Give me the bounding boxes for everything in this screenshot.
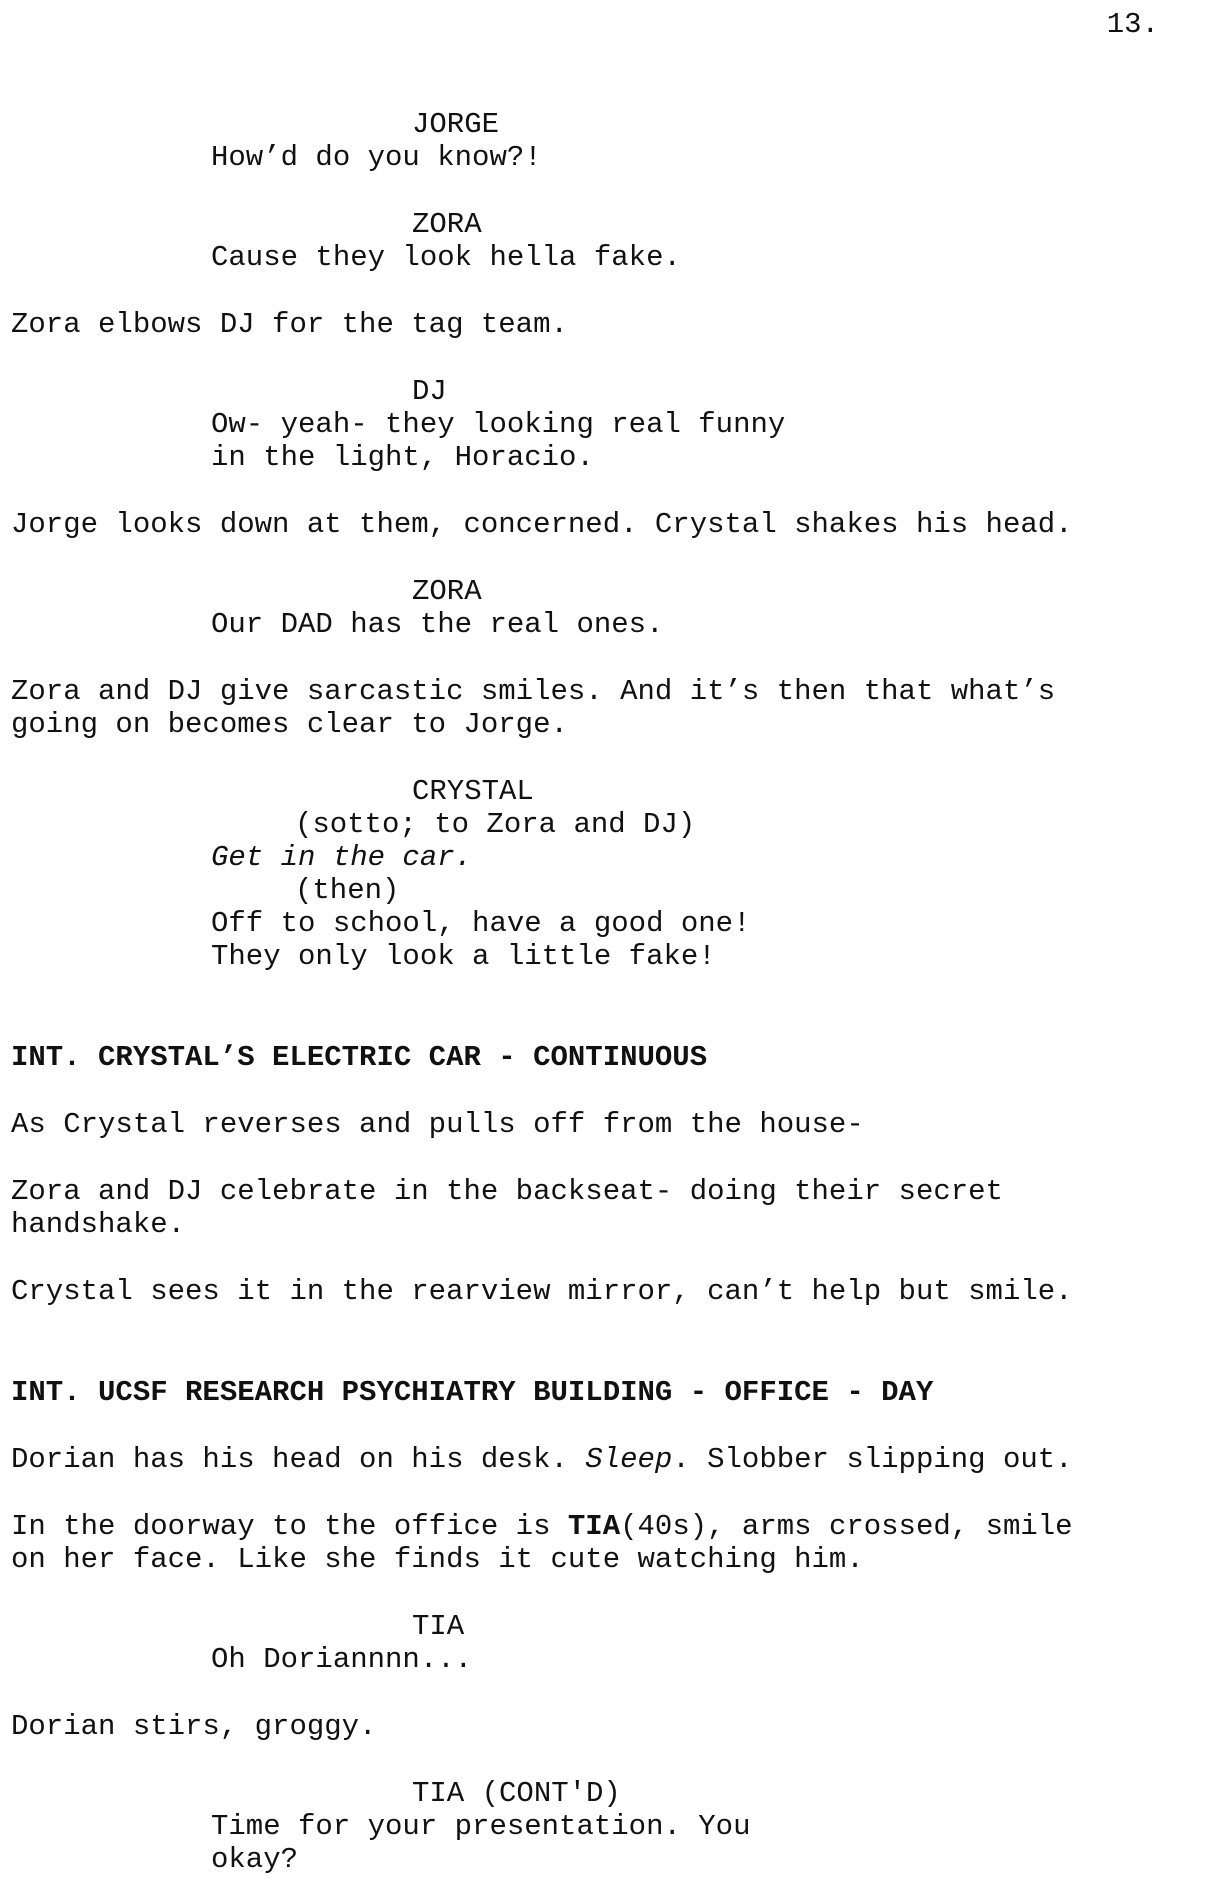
dialogue-line: They only look a little fake! xyxy=(211,940,716,973)
action-line xyxy=(11,1443,1073,1477)
action-line: Dorian stirs, groggy. xyxy=(11,1710,377,1743)
action-line: As Crystal reverses and pulls off from the house- xyxy=(11,1108,864,1141)
character-name: ZORA xyxy=(412,208,482,241)
dialogue-line: Oh Doriannnn... xyxy=(211,1643,473,1676)
action-line: Zora and DJ give sarcastic smiles. And it’s then that what’s xyxy=(11,675,1056,708)
dialogue-line: Ow- yeah- they looking real funny xyxy=(211,408,786,441)
character-name: TIA (CONT'D) xyxy=(412,1777,621,1810)
character-name: DJ xyxy=(412,375,447,408)
action-text: (40s), arms crossed, smile xyxy=(620,1510,1073,1543)
character-name: TIA xyxy=(412,1610,465,1643)
parenthetical: (then) xyxy=(295,874,400,907)
action-line: Zora and DJ celebrate in the backseat- doing their secret xyxy=(11,1175,1003,1208)
scene-heading: INT. CRYSTAL’S ELECTRIC CAR - CONTINUOUS xyxy=(11,1041,708,1074)
action-line: Zora elbows DJ for the tag team. xyxy=(11,308,568,341)
dialogue-line: Cause they look hella fake. xyxy=(211,241,681,274)
dialogue-line: okay? xyxy=(211,1843,299,1876)
parenthetical: (sotto; to Zora and DJ) xyxy=(295,808,696,841)
action-text: In the doorway to the office is xyxy=(11,1510,568,1543)
character-name: JORGE xyxy=(412,108,500,141)
action-line: going on becomes clear to Jorge. xyxy=(11,708,568,741)
page-number: 13. xyxy=(1106,8,1159,41)
action-line xyxy=(11,1510,1073,1544)
action-line: on her face. Like she finds it cute watching him. xyxy=(11,1543,864,1576)
dialogue-line: How’d do you know?! xyxy=(211,141,542,174)
action-text: Dorian has his head on his desk. xyxy=(11,1443,586,1476)
emphasis-text: Sleep xyxy=(585,1443,673,1476)
dialogue-line: in the light, Horacio. xyxy=(211,441,594,474)
action-text: . Slobber slipping out. xyxy=(672,1443,1073,1476)
character-name: ZORA xyxy=(412,575,482,608)
dialogue-line: Our DAD has the real ones. xyxy=(211,608,664,641)
dialogue-line: Get in the car. xyxy=(211,841,473,874)
character-name: CRYSTAL xyxy=(412,775,534,808)
scene-heading: INT. UCSF RESEARCH PSYCHIATRY BUILDING - OFFICE - DAY xyxy=(11,1376,934,1409)
character-intro: TIA xyxy=(567,1510,621,1543)
action-line: Crystal sees it in the rearview mirror, can’t help but smile. xyxy=(11,1275,1073,1308)
dialogue-line: Off to school, have a good one! xyxy=(211,907,751,940)
action-line: Jorge looks down at them, concerned. Crystal shakes his head. xyxy=(11,508,1073,541)
action-line: handshake. xyxy=(11,1208,186,1241)
dialogue-line: Time for your presentation. You xyxy=(211,1810,751,1843)
